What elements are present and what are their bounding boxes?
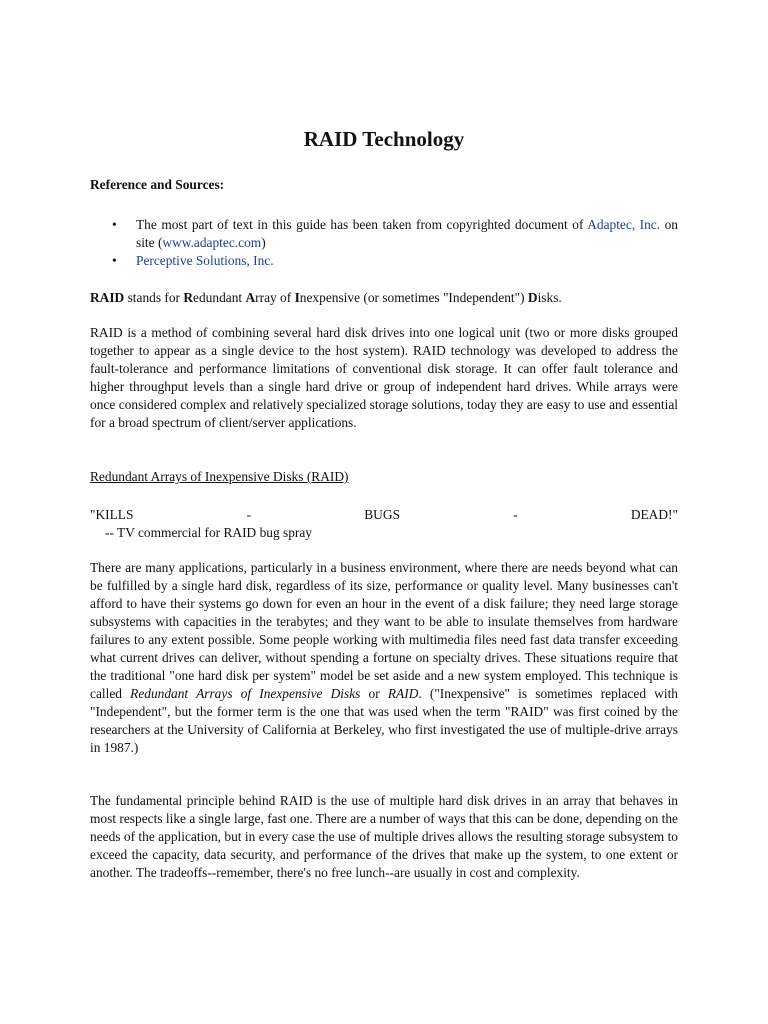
page-title: RAID Technology	[303, 127, 465, 151]
initial-a: A	[245, 290, 256, 305]
bullet-icon: •	[112, 253, 117, 268]
reference-text: The most part of text in this guide has been taken from copyrighted document of	[136, 217, 584, 232]
paragraph-fundamental-principle: The fundamental principle behind RAID is the use of multiple hard disk drives in an array that behaves in most respects like a single large, fast one. There are a number of ways that this can be done, depending on the needs of the application, but in every case the use of multiple drives allows the resulting storage subsystem to exceed the capacity, data security, and performance of the drives that make up the system, to one extent or another. The tradeoffs--remember, there's no free lunch--are usually in cost and complexity.	[90, 793, 678, 880]
definition-text: nexpensive (or sometimes "Independent")	[299, 290, 528, 305]
definition-text: edundant	[193, 290, 246, 305]
reference-text-after: )	[261, 235, 266, 250]
initial-i: I	[294, 290, 300, 305]
paragraph-text: or	[360, 686, 388, 701]
quote-word: "KILLS	[90, 507, 134, 522]
quote-word: BUGS	[364, 507, 400, 522]
quote-word: -	[513, 507, 518, 522]
adaptec-url-link[interactable]: www.adaptec.com	[162, 235, 262, 250]
paragraph-text: There are many applications, particularly in a business environment, where there are needs beyond what can be fulfilled by a single hard disk, regardless of its size, performance or quality level. Many businesses can't afford to have their systems go down for even an hour in the event of a disk failure; they need large storage subsystems with capacities in the terabytes; and they want to be able to insulate themselves from hardware failures to any extent possible. Some people working with multimedia files need fast data transfer exceeding what current drives can deliver, without spending a fortune on specialty drives. These situations require that the traditional "one hard disk per system" model be set aside and a new system employed. This technique is called	[90, 560, 678, 701]
reference-text-middle: on site (	[136, 217, 678, 250]
list-item	[90, 252, 678, 270]
quote-attribution: -- TV commercial for RAID bug spray	[105, 525, 313, 540]
definition-text: rray of	[255, 290, 295, 305]
raid-definition	[90, 289, 678, 307]
bullet-icon: •	[112, 217, 117, 232]
adaptec-link[interactable]: Adaptec, Inc.	[587, 217, 661, 232]
paragraph-applications	[90, 559, 678, 757]
references-list	[90, 216, 678, 270]
perceptive-solutions-link[interactable]: Perceptive Solutions, Inc.	[136, 253, 274, 268]
initial-r: R	[183, 290, 194, 305]
quote-line	[90, 506, 678, 524]
list-item	[90, 216, 678, 252]
quote-word: -	[246, 507, 252, 522]
definition-text: stands for	[124, 290, 184, 305]
section-heading: Redundant Arrays of Inexpensive Disks (RAID)	[90, 469, 349, 484]
paragraph-text: . ("Inexpensive" is sometimes replaced with "Independent", but the former term is the one that was used when the term "RAID" was first coined by the researchers at the University of California at Berkeley, who first investigated the use of multiple-drive arrays in 1987.)	[90, 686, 678, 755]
paragraph-raid-method: RAID is a method of combining several hard disk drives into one logical unit (two or more disks grouped together to appear as a single device to the host system). RAID technology was developed to address the fault-tolerance and performance limitations of conventional disk storage. It can offer fault tolerance and higher throughput levels than a single hard drive or group of independent hard drives. While arrays were once considered complex and relatively specialized storage solutions, today they are easy to use and essential for a broad spectrum of client/server applications.	[90, 325, 678, 430]
italic-term: RAID	[387, 686, 419, 701]
references-heading: Reference and Sources:	[90, 177, 225, 192]
document-page	[90, 0, 678, 1024]
raid-word: RAID	[90, 290, 125, 305]
italic-term: Redundant Arrays of Inexpensive Disks	[130, 686, 361, 701]
quote-word: DEAD!"	[630, 507, 678, 522]
definition-text: isks.	[537, 290, 562, 305]
initial-d: D	[527, 290, 538, 305]
